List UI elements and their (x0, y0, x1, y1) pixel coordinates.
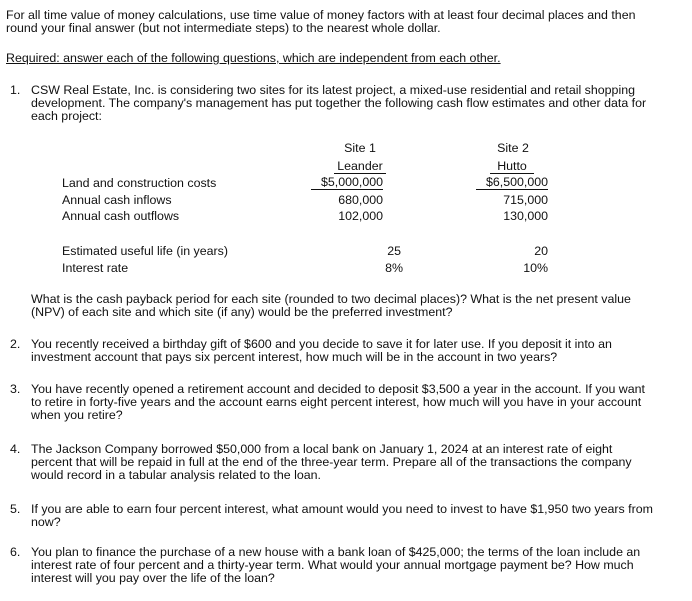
q1-question-line-2: (NPV) of each site and which site (if any) would be the preferred investment? (31, 305, 453, 319)
q2-number: 2. (10, 337, 21, 351)
q4-line-2: percent that will be repaid in full at the end of the three-year term. Prepare all of the transactions the company (31, 455, 632, 469)
intro-line-2: round your final answer (but not intermediate steps) to the nearest whole dollar. (6, 21, 441, 35)
row-rate-site1: 8% (385, 261, 403, 275)
q1-line-1: CSW Real Estate, Inc. is considering two sites for its latest project, a mixed-use residential and retail shopping (31, 83, 635, 97)
row-inflows-label: Annual cash inflows (62, 193, 172, 207)
row-inflows-site1: 680,000 (338, 193, 383, 207)
row-land-site1: $5,000,000 (311, 176, 383, 190)
site1-header-name: Site 1 (344, 141, 376, 155)
q3-line-3: when you retire? (31, 408, 123, 422)
q3-number: 3. (10, 382, 21, 396)
row-rate-label: Interest rate (62, 261, 129, 275)
row-outflows-site1: 102,000 (338, 209, 383, 223)
row-land-site2: $6,500,000 (476, 176, 548, 190)
site2-header-name: Site 2 (497, 141, 529, 155)
q2-line-2: investment account that pays six percent interest, how much will be in the account in two years? (31, 350, 558, 364)
q6-line-1: You plan to finance the purchase of a new house with a bank loan of $425,000; the terms of the loan include an (31, 545, 641, 559)
q1-question-line-1: What is the cash payback period for each site (rounded to two decimal places)? What is the net present value (31, 292, 631, 306)
q5-line-2: now? (31, 515, 61, 529)
intro-line-1: For all time value of money calculations, use time value of money factors with at least four decimal places and then (6, 8, 636, 22)
q3-line-1: You have recently opened a retirement account and decided to deposit $3,500 a year in the account. If you want (31, 382, 645, 396)
q4-number: 4. (10, 442, 21, 456)
q5-number: 5. (10, 502, 21, 516)
row-outflows-site2: 130,000 (503, 209, 548, 223)
q1-line-2: development. The company's management has put together the following cash flow estimates and other data for (31, 96, 647, 110)
row-inflows-site2: 715,000 (503, 193, 548, 207)
site2-header-city: Hutto (490, 160, 534, 174)
q5-line-1: If you are able to earn four percent interest, what amount would you need to invest to have $1,950 two years from (31, 502, 653, 516)
row-life-label: Estimated useful life (in years) (62, 244, 228, 258)
row-outflows-label: Annual cash outflows (62, 209, 180, 223)
q6-number: 6. (10, 545, 21, 559)
row-land-label: Land and construction costs (62, 176, 217, 190)
required-heading: Required: answer each of the following questions, which are independent from each other. (6, 51, 501, 65)
row-life-site1: 25 (387, 244, 401, 258)
q1-line-3: each project: (31, 109, 102, 123)
q1-number: 1. (10, 83, 21, 97)
row-life-site2: 20 (534, 244, 548, 258)
q4-line-1: The Jackson Company borrowed $50,000 from a local bank on January 1, 2024 at an interest rate of eight (31, 442, 613, 456)
q2-line-1: You recently received a birthday gift of $600 and you decide to save it for later use. If you deposit it into an (31, 337, 612, 351)
site1-header-city: Leander (334, 160, 386, 174)
row-rate-site2: 10% (523, 261, 548, 275)
q3-line-2: to retire in forty-five years and the account earns eight percent interest, how much will you have in your account (31, 395, 642, 409)
q6-line-2: interest rate of four percent and a thirty-year term. What would your annual mortgage payment be? How much (31, 558, 634, 572)
q6-line-3: interest will you pay over the life of the loan? (31, 571, 275, 585)
q4-line-3: would record in a tabular analysis related to the loan. (31, 468, 321, 482)
